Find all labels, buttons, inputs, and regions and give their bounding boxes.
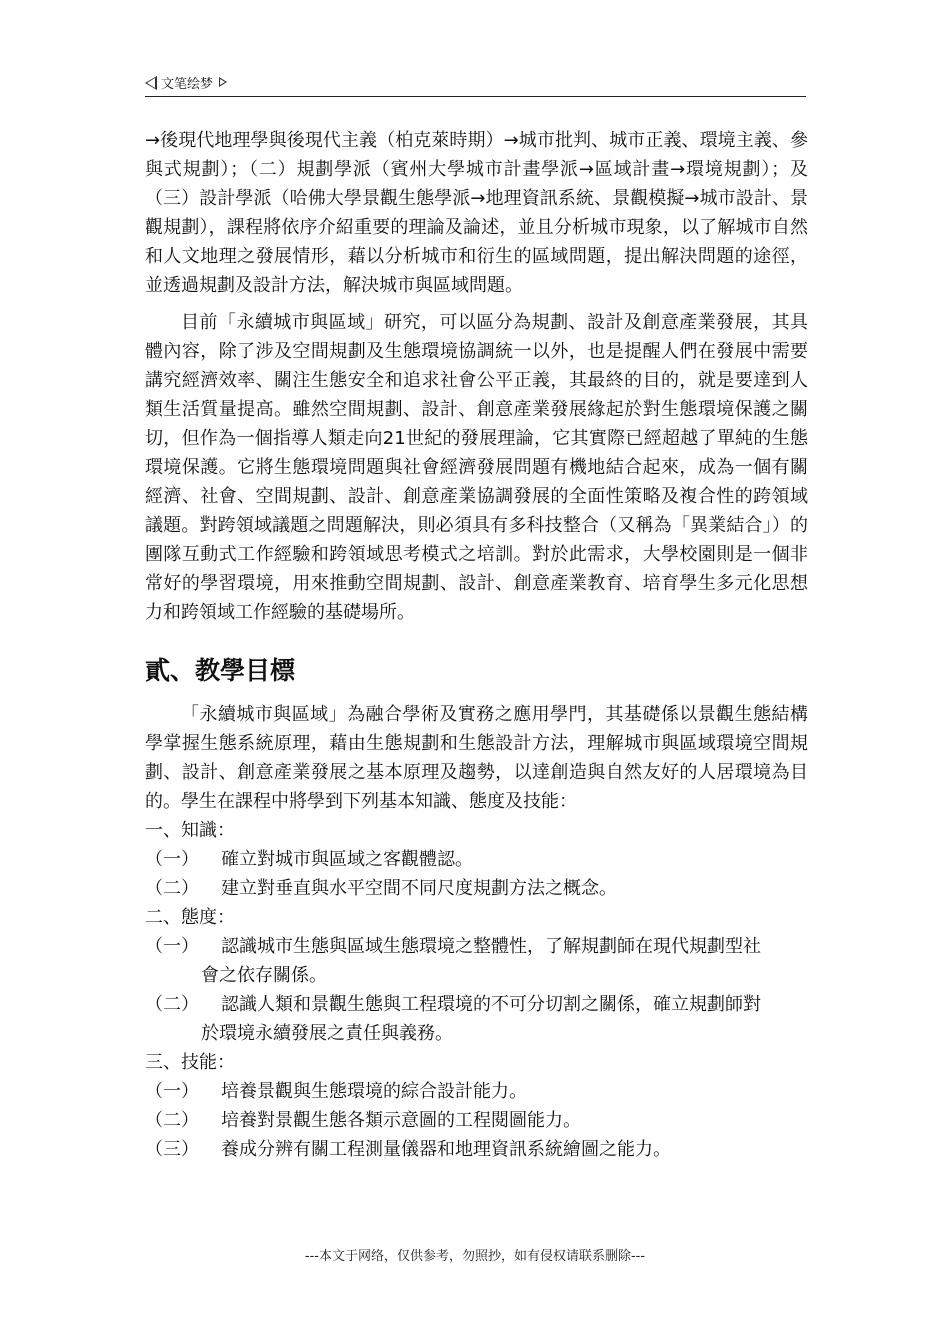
item-number: （二）	[145, 994, 199, 1015]
list-item	[145, 1106, 808, 1135]
document-body	[145, 126, 808, 1164]
triangle-right-icon	[219, 77, 227, 87]
group-title: 一、知識：	[145, 820, 235, 841]
item-text: 確立對城市與區域之客觀體認。	[221, 849, 473, 870]
item-text-continuation: 會之依存關係。	[201, 965, 327, 986]
item-text: 認識人類和景觀生態與工程環境的不可分切割之關係，確立規劃師對	[221, 994, 761, 1015]
item-number: （一）	[145, 1081, 199, 1102]
section-heading: 貳、教學目標	[145, 656, 296, 685]
item-text-wrap	[201, 990, 808, 1048]
objective-group-knowledge	[145, 816, 808, 903]
list-item	[145, 990, 808, 1048]
header-title: 文笔绘梦	[161, 77, 214, 92]
list-item	[145, 932, 808, 990]
item-number: （二）	[145, 878, 199, 899]
paragraph-1: →後現代地理學與後現代主義（柏克萊時期）→城市批判、城市正義、環境主義、參與式規劃）；（二）規劃學派（賓州大學城市計畫學派→區域計畫→環境規劃）；及（三）設計學派（哈佛大學景觀生態學派→地理資訊系統、景觀模擬→城市設計、景觀規劃），課程將依序介紹重要的理論及論述，並且分析城市現象，以了解城市自然和人文地理之發展情形，藉以分析城市和衍生的區域問題，提出解決問題的途徑，並透過規劃及設計方法，解決城市與區域問題。	[145, 130, 808, 296]
item-number: （一）	[145, 936, 199, 957]
list-item	[145, 845, 808, 874]
group-title: 三、技能：	[145, 1052, 235, 1073]
paragraph-gap	[145, 300, 808, 308]
triangle-left-icon	[145, 76, 157, 90]
item-text: 培養景觀與生態環境的綜合設計能力。	[221, 1081, 527, 1102]
objective-group-skills	[145, 1048, 808, 1164]
item-number: （二）	[145, 1110, 199, 1131]
group-title: 二、態度：	[145, 907, 235, 928]
paragraph-2: 目前「永續城市與區域」研究，可以區分為規劃、設計及創意產業發展，其具體內容，除了涉及空間規劃及生態環境協調統一以外，也是提醒人們在發展中需要講究經濟效率、關注生態安全和追求社會公平正義，其最終的目的，就是要達到人類生活質量提高。雖然空間規劃、設計、創意產業發展緣起於對生態環境保護之關切，但作為一個指導人類走向21世紀的發展理論，它其實際已經超越了單純的生態環境保護。它將生態環境問題與社會經濟發展問題有機地結合起來，成為一個有關經濟、社會、空間規劃、設計、創意產業協調發展的全面性策略及複合性的跨領域議題。對跨領域議題之問題解決，則必須具有多科技整合（又稱為「異業結合」）的團隊互動式工作經驗和跨領域思考模式之培訓。對於此需求，大學校園則是一個非常好的學習環境，用來推動空間規劃、設計、創意產業教育、培育學生多元化思想力和跨領域工作經驗的基礎場所。	[145, 312, 808, 623]
item-number: （三）	[145, 1139, 199, 1160]
item-text-wrap	[201, 932, 808, 990]
item-text-continuation: 於環境永續發展之責任與義務。	[201, 1023, 453, 1044]
item-text: 養成分辨有關工程測量儀器和地理資訊系統繪圖之能力。	[221, 1139, 671, 1160]
item-number: （一）	[145, 849, 199, 870]
section-intro: 「永續城市與區域」為融合學術及實務之應用學門，其基礎係以景觀生態結構學掌握生態系統原理，藉由生態規劃和生態設計方法，理解城市與區域環境空間規劃、設計、創意產業發展之基本原理及趨勢，以達創造與自然友好的人居環境為目的。學生在課程中將學到下列基本知識、態度及技能：	[145, 704, 808, 812]
list-item	[145, 1135, 808, 1164]
item-text: 建立對垂直與水平空間不同尺度規劃方法之概念。	[221, 878, 617, 899]
objective-group-attitude	[145, 903, 808, 1048]
list-item	[145, 1077, 808, 1106]
item-text: 認識城市生態與區域生態環境之整體性，了解規劃師在現代規劃型社	[221, 936, 761, 957]
item-text: 培養對景觀生態各類示意圖的工程閱圖能力。	[221, 1110, 581, 1131]
page-footer: ---本文于网络，仅供参考，勿照抄，如有侵权请联系删除---	[304, 1249, 646, 1264]
list-item	[145, 874, 808, 903]
page-header	[145, 74, 806, 97]
